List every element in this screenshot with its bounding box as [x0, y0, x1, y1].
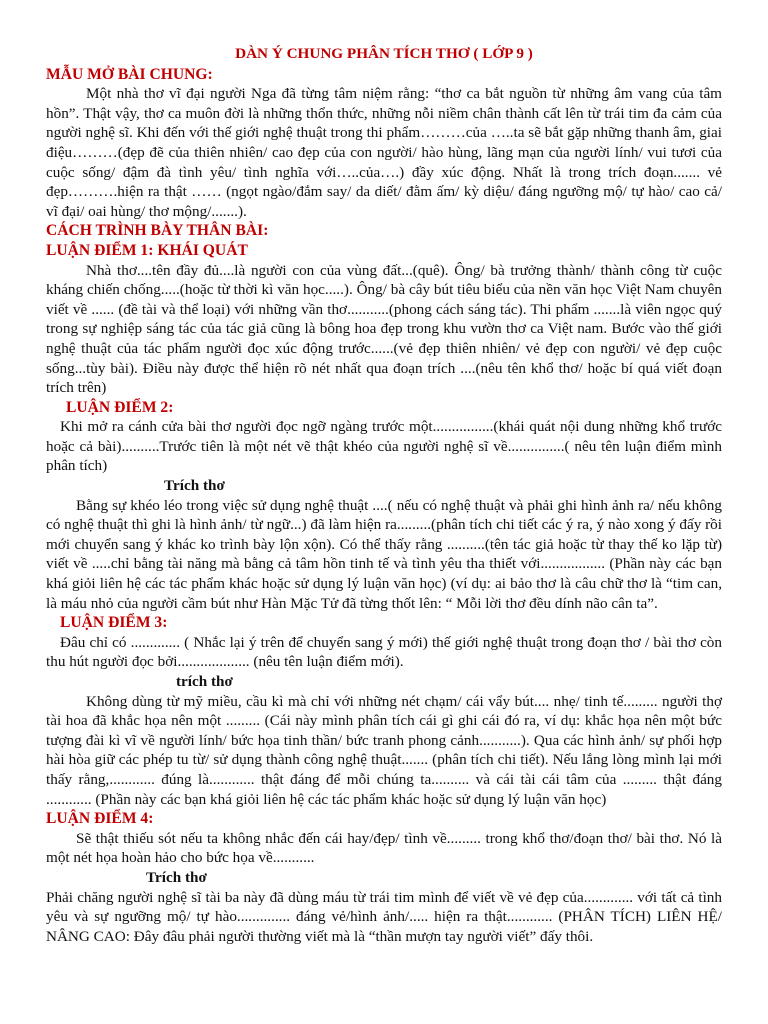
- luan-diem-3-analysis: Không dùng từ mỹ miều, cầu kì mà chỉ với những nét chạm/ cái vẩy bút.... nhẹ/ tinh tế......... người thợ tài hoa đã khắc họa nên một ......... (Cái này mình phân tích cái gì ghi cái đó ra, ví dụ: khắc họa nên một bức tượng đài kì vĩ về người lính/ bức họa tinh thần/ bức tranh phong cảnh...........). Qua các hình ảnh/ sự phối hợp hài hòa giữ các phép tu từ/ sử dụng thành công nghệ thuật....... (phân tích chi tiết). Nếu lắng lòng mình lại mới thấy rằng,............ đúng là............ thật đáng để mỗi chúng ta.......... và cái tài cái tâm của ......... thật đáng ............ (Phần này các bạn khá giỏi liên hệ các tác phẩm khác hoặc sử dụng lý luận văn học): [46, 692, 722, 808]
- luan-diem-3-trich-tho: trích thơ: [176, 673, 233, 690]
- mo-bai-paragraph: Một nhà thơ vĩ đại người Nga đã từng tâm niệm rằng: “thơ ca bắt nguồn từ những âm vang của tâm hồn”. Thật vậy, thơ ca muôn đời là những thổn thức, những nỗi niềm chân thành cất lên từ trái tim đa cảm của người nghệ sĩ. Khi đến với thế giới nghệ thuật trong thi phẩm………của …..ta sẽ bắt gặp những thanh âm, giai điệu………(đẹp đẽ của thiên nhiên/ cao đẹp của con người/ hào hùng, lãng mạn của người lính/ vui tươi của cuộc sống/ đậm đà tình yêu/ tình nghĩa với…..của….) đầy xúc động. Nhất là trong trích đoạn....... vẻ đẹp……….hiện ra thật …… (ngọt ngào/đắm say/ da diết/ đằm ấm/ kỳ diệu/ đáng ngưỡng mộ/ tự hào/ cao cả/ vĩ đại/ oai hùng/ thơ mộng/.......).: [46, 85, 722, 220]
- mo-bai-heading: MẪU MỞ BÀI CHUNG:: [46, 65, 213, 83]
- luan-diem-4-trich-tho: Trích thơ: [146, 868, 207, 886]
- luan-diem-1-paragraph: Nhà thơ....tên đầy đủ....là người con của vùng đất...(quê). Ông/ bà trưởng thành/ thành công từ cuộc kháng chiến chống.....(hoặc từ thời kì văn học.....). Ông/ bà cây bút tiêu biểu của nền văn học Việt Nam chuyên viết về ...... (đề tài và thể loại) với những vần thơ...........(phong cách sáng tác). Thi phẩm .......là viên ngọc quý trong sự nghiệp sáng tác của tác giả cũng là bông hoa đẹp trong khu vườn thơ ca Việt nam. Bước vào thế giới nghệ thuật của tác phẩm người đọc xúc động trước......(vẻ đẹp thiên nhiên/ vẻ đẹp con người/ vẻ đẹp cuộc sống...tùy bài). Điều này được thể hiện rõ nét nhất qua đoạn trích ....(nêu tên khổ thơ/ hoặc bí quá viết đoạn trích trên): [46, 261, 722, 397]
- luan-diem-3-paragraph: Đâu chỉ có ............. ( Nhắc lại ý trên để chuyển sang ý mới) thế giới nghệ thuật trong đoạn thơ / bài thơ còn thu hút người đọc bởi................... (nêu tên luận điểm mới).: [46, 633, 722, 671]
- than-bai-heading: CÁCH TRÌNH BÀY THÂN BÀI:: [46, 222, 269, 240]
- luan-diem-2-trich-tho: Trích thơ: [164, 477, 225, 495]
- luan-diem-1-heading: LUẬN ĐIỂM 1: KHÁI QUÁT: [46, 241, 248, 259]
- luan-diem-2-paragraph: Khi mở ra cánh cửa bài thơ người đọc ngỡ ngàng trước một................(khái quát nội dung những khổ trước hoặc cả bài)..........Trước tiên là một nét vẽ thật khéo của người nghệ sĩ về...............( nêu tên luận điểm mình phân tích): [46, 418, 722, 475]
- luan-diem-2-heading: LUẬN ĐIỂM 2:: [66, 398, 174, 416]
- luan-diem-4-analysis: Phải chăng người nghệ sĩ tài ba này đã dùng máu từ trái tim mình để viết về vẻ đẹp của............. với tất cả tình yêu và sự ngưỡng mộ/ tự hào.............. đáng vẻ/hình ảnh/..... hiện ra thật............ (PHÂN TÍCH) LIÊN HỆ/ NÂNG CAO: Đây đâu phải người thường viết mà là “thần mượn tay người viết” đấy thôi.: [46, 888, 722, 945]
- document-title: DÀN Ý CHUNG PHÂN TÍCH THƠ ( LỚP 9 ): [235, 45, 533, 62]
- luan-diem-2-analysis: Bằng sự khéo léo trong việc sử dụng nghệ thuật ....( nếu có nghệ thuật và phải ghi hình ảnh ra/ nếu không có nghệ thuật thì ghi là hình ảnh/ từ ngữ...) đã làm hiện ra.........(phân tích chi tiết các ý ra, ý nào xong ý đấy rồi mới chuyển sang ý khác ko trình bày lộn xộn). Có thể thấy rằng ..........(tên tác giả hoặc từ thay thế ko lặp từ) viết về .....chỉ bằng tài năng mà bằng cả tâm hồn tinh tế và tình yêu tha thiết với................. (Phần này các bạn khá giỏi liên hệ các tác phẩm khác hoặc sử dụng lý luận văn học) (ví dụ: ai bảo thơ là câu chữ thơ là “tim can, là máu nhỏ của người cầm bút như Hàn Mặc Tử đã từng thốt lên: “ Mỗi lời thơ đều dính não cân ta”.: [46, 496, 722, 612]
- luan-diem-4-paragraph: Sẽ thật thiếu sót nếu ta không nhắc đến cái hay/đẹp/ tình về......... trong khổ thơ/đoạn thơ/ bài thơ. Nó là một nét họa hoàn hảo cho bức họa về...........: [46, 829, 722, 867]
- luan-diem-3-heading: LUẬN ĐIỂM 3:: [60, 614, 168, 632]
- luan-diem-4-heading: LUẬN ĐIỂM 4:: [46, 810, 154, 828]
